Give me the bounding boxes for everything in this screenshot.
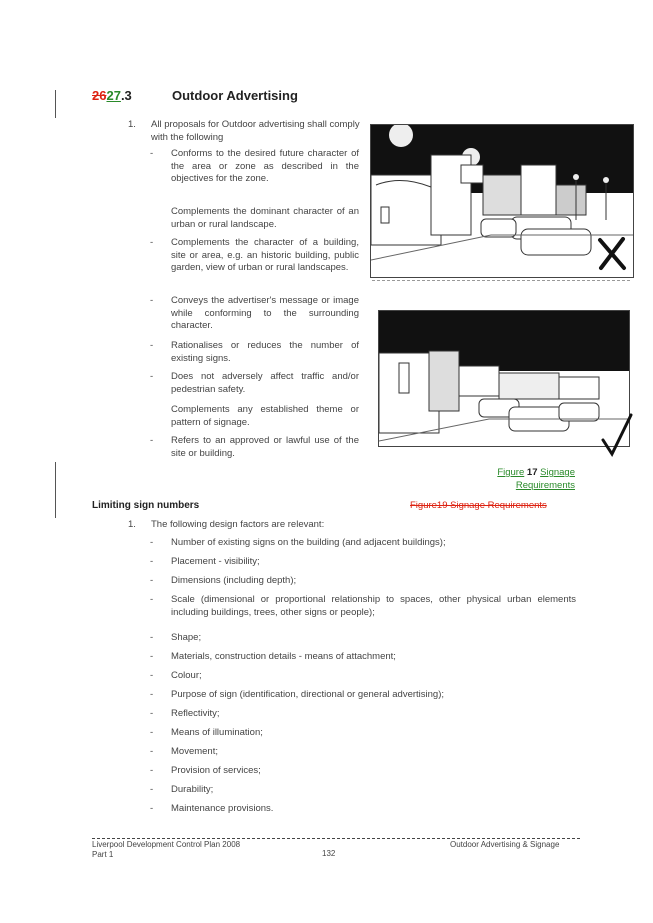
intro-number: 1. bbox=[128, 119, 136, 130]
limiting-item: Placement - visibility; bbox=[171, 556, 260, 567]
footer-page-number: 132 bbox=[322, 849, 336, 858]
footer-rule bbox=[92, 838, 580, 839]
limiting-bullet: - bbox=[150, 537, 154, 548]
criteria-item: Conveys the advertiser's message or image while conforming to the surrounding character. bbox=[171, 295, 359, 331]
criteria-item: Complements the dominant character of an urban or rural landscape. bbox=[171, 206, 359, 230]
figure-caption-number: 17 bbox=[526, 467, 538, 478]
criteria-bullet: - bbox=[150, 371, 154, 382]
limiting-bullet: - bbox=[150, 784, 154, 795]
check-mark-icon bbox=[600, 412, 634, 458]
figure-caption-prefix: Figure bbox=[497, 467, 525, 478]
limiting-bullet: - bbox=[150, 575, 154, 586]
limiting-intro: The following design factors are relevant: bbox=[151, 519, 325, 530]
footer-left-line2: Part 1 bbox=[92, 850, 114, 859]
limiting-item: Purpose of sign (identification, directional or general advertising); bbox=[171, 689, 445, 700]
limiting-bullet: - bbox=[150, 689, 154, 700]
limiting-item: Means of illumination; bbox=[171, 727, 263, 738]
section-title: Outdoor Advertising bbox=[172, 88, 298, 103]
limiting-bullet: - bbox=[150, 556, 154, 567]
section-number-deleted: 26 bbox=[92, 88, 107, 103]
footer-right: Outdoor Advertising & Signage bbox=[450, 840, 560, 849]
cross-mark-icon bbox=[597, 237, 627, 271]
limiting-bullet: - bbox=[150, 651, 154, 662]
criteria-bullet: - bbox=[150, 237, 154, 248]
limiting-item: Shape; bbox=[171, 632, 202, 643]
criteria-item: Conforms to the desired future character of the area or zone as described in the objectives for the zone. bbox=[171, 148, 359, 184]
limiting-bullet: - bbox=[150, 594, 154, 605]
criteria-item: Complements the character of a building, site or area, e.g. an historic building, public garden, view of urban or rural landscapes. bbox=[171, 237, 359, 273]
figure-good-example bbox=[378, 310, 630, 447]
figure-caption-title: Signage bbox=[540, 467, 575, 478]
figure-divider bbox=[372, 280, 630, 281]
intro-text: All proposals for Outdoor advertising shall comply with the following bbox=[151, 119, 360, 143]
limiting-item: Reflectivity; bbox=[171, 708, 220, 719]
section-heading bbox=[92, 88, 298, 103]
section-number-suffix: .3 bbox=[120, 88, 132, 103]
limiting-item: Movement; bbox=[171, 746, 218, 757]
criteria-bullet: - bbox=[150, 295, 154, 306]
figure-caption-deleted: Figure19 Signage Requirements bbox=[410, 500, 547, 511]
limiting-item: Materials, construction details - means of attachment; bbox=[171, 651, 396, 662]
limiting-item: Provision of services; bbox=[171, 765, 261, 776]
limiting-item: Scale (dimensional or proportional relationship to spaces, other physical urban elements including buildings, trees, other signs or people); bbox=[171, 594, 576, 618]
criteria-item: Rationalises or reduces the number of existing signs. bbox=[171, 340, 359, 364]
criteria-item: Refers to an approved or lawful use of the site or building. bbox=[171, 435, 359, 459]
limiting-bullet: - bbox=[150, 632, 154, 643]
figure-bad-example bbox=[370, 124, 634, 278]
criteria-bullet: - bbox=[150, 435, 154, 446]
limiting-heading: Limiting sign numbers bbox=[92, 500, 200, 511]
limiting-item: Colour; bbox=[171, 670, 202, 681]
criteria-item: Complements any established theme or pattern of signage. bbox=[171, 404, 359, 428]
figure-caption-line2: Requirements bbox=[515, 479, 575, 491]
limiting-item: Maintenance provisions. bbox=[171, 803, 274, 814]
criteria-bullet: - bbox=[150, 340, 154, 351]
limiting-item: Dimensions (including depth); bbox=[171, 575, 297, 586]
limiting-number: 1. bbox=[128, 519, 136, 530]
footer-left-line1: Liverpool Development Control Plan 2008 bbox=[92, 840, 241, 849]
criteria-bullet: - bbox=[150, 148, 154, 159]
street-sketch-orderly bbox=[379, 311, 629, 446]
limiting-bullet: - bbox=[150, 746, 154, 757]
limiting-bullet: - bbox=[150, 708, 154, 719]
limiting-bullet: - bbox=[150, 803, 154, 814]
change-bar-middle bbox=[55, 462, 56, 518]
section-number-inserted: 27 bbox=[106, 88, 121, 103]
limiting-item: Number of existing signs on the building (and adjacent buildings); bbox=[171, 537, 446, 548]
limiting-bullet: - bbox=[150, 727, 154, 738]
limiting-bullet: - bbox=[150, 670, 154, 681]
change-bar-top bbox=[55, 90, 56, 118]
criteria-item: Does not adversely affect traffic and/or pedestrian safety. bbox=[171, 371, 359, 395]
limiting-item: Durability; bbox=[171, 784, 214, 795]
limiting-bullet: - bbox=[150, 765, 154, 776]
street-sketch-cluttered bbox=[371, 125, 633, 277]
figure-caption bbox=[497, 467, 575, 492]
